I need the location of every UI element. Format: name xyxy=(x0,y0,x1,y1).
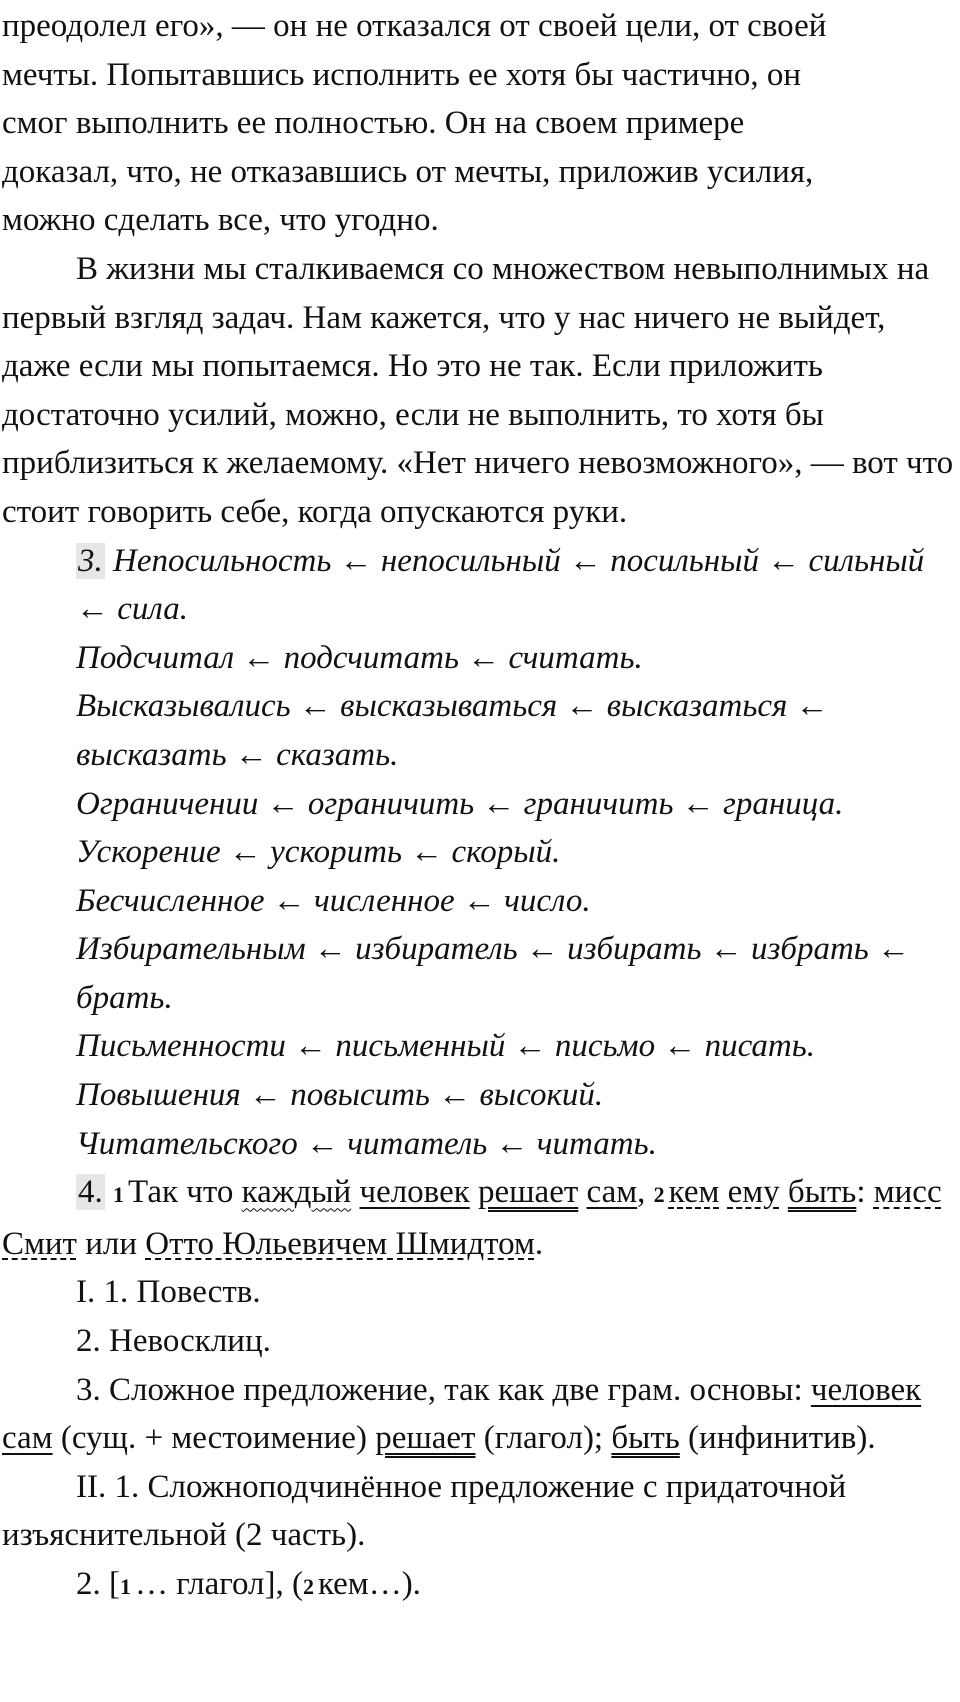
word-predicate: быть xyxy=(787,1174,857,1211)
derivation-line: Письменности ← письменный ← письмо ← писать. xyxy=(76,1028,816,1065)
document-page xyxy=(2,2,957,1612)
word-subject: человек xyxy=(359,1174,470,1211)
text-line: доказал, что, не отказавшись от мечты, приложив усилия, xyxy=(2,153,814,190)
word-predicate: решает xyxy=(375,1420,476,1457)
clause-number: 2 xyxy=(302,1574,314,1599)
derivation-line: Повышения ← повысить ← высокий. xyxy=(76,1077,604,1114)
punctuation: . xyxy=(534,1225,544,1262)
analyzed-sentence xyxy=(2,1168,957,1268)
word-object: Отто Юльевичем Шмидтом xyxy=(145,1225,535,1262)
analysis-text: (инфинитив). xyxy=(688,1420,876,1457)
word: Так что xyxy=(128,1174,234,1211)
paragraph-essay: В жизни мы сталкиваемся со множеством невыполнимых на первый взгляд задач. Нам кажется, что у нас ничего не выйдет, даже если мы попытаемся. Но это не так. Если приложить достаточно усилий, можно, если не выполнить, то хотя бы приблизиться к желаемому. «Нет ничего невозможного», — вот что стоит говорить себе, когда опускаются руки. xyxy=(2,250,954,530)
text-line: можно сделать все, что угодно. xyxy=(2,202,439,239)
derivation-line xyxy=(2,537,957,634)
derivation-line: Высказывались ← высказываться ← высказаться ← высказать ← сказать. xyxy=(76,688,829,773)
punctuation: : xyxy=(856,1174,866,1211)
word-predicate: быть xyxy=(611,1420,680,1457)
analysis-line: I. 1. Повеств. xyxy=(76,1274,261,1311)
derivation-line: Ограничении ← ограничить ← граничить ← граница. xyxy=(76,785,844,822)
word-object: мисс Смит xyxy=(2,1174,942,1262)
punctuation: , xyxy=(637,1174,646,1211)
analysis-line xyxy=(2,1366,957,1463)
word-subject: человек сам xyxy=(2,1371,922,1457)
scheme-text: 2. [ xyxy=(76,1566,120,1602)
paragraph-continuation xyxy=(2,2,957,245)
clause-number: 2 xyxy=(653,1182,665,1208)
derivation-line: Ускорение ← ускорить ← скорый. xyxy=(76,834,561,871)
word-object: ему xyxy=(727,1174,780,1211)
analysis-text: (сущ. + местоимение) xyxy=(60,1420,367,1457)
section-number: 3. xyxy=(78,542,103,579)
text-line: преодолел его», — он не отказался от своей цели, от своей xyxy=(2,8,827,44)
analysis-text: 3. Сложное предложение, так как две грам. основы: xyxy=(76,1371,803,1408)
analysis-line: II. 1. Сложноподчинённое предложение с придаточной изъяснительной (2 часть). xyxy=(2,1468,847,1554)
word-attribute: каждый xyxy=(241,1174,352,1211)
clause-number: 1 xyxy=(113,1182,124,1208)
scheme-text: кем…). xyxy=(317,1566,421,1602)
text-line: мечты. Попытавшись исполнить ее хотя бы частично, он xyxy=(2,56,802,93)
analysis-text: (глагол); xyxy=(483,1420,604,1457)
derivation-line: Читательского ← читатель ← читать. xyxy=(76,1125,657,1162)
section-3-word-formation xyxy=(2,537,957,1169)
word-subject: сам xyxy=(586,1174,638,1211)
derivation-line: Избирательным ← избиратель ← избирать ← избрать ← брать. xyxy=(76,931,911,1016)
derivation-line: Подсчитал ← подсчитать ← считать. xyxy=(76,639,643,676)
scheme-text: … глагол], ( xyxy=(135,1566,303,1602)
word: или xyxy=(85,1225,138,1262)
clause-number: 1 xyxy=(120,1574,131,1599)
word-object: кем xyxy=(668,1174,720,1211)
text-line: смог выполнить ее полностью. Он на своем примере xyxy=(2,105,745,142)
derivation-text: Непосильность ← непосильный ← посильный ← сильный ← сила. xyxy=(76,542,925,628)
analysis-line: 2. Невосклиц. xyxy=(76,1323,271,1360)
analysis-scheme xyxy=(2,1560,957,1612)
word-predicate: решает xyxy=(478,1174,579,1211)
derivation-line: Бесчисленное ← численное ← число. xyxy=(76,882,591,919)
section-number: 4. xyxy=(78,1174,103,1211)
